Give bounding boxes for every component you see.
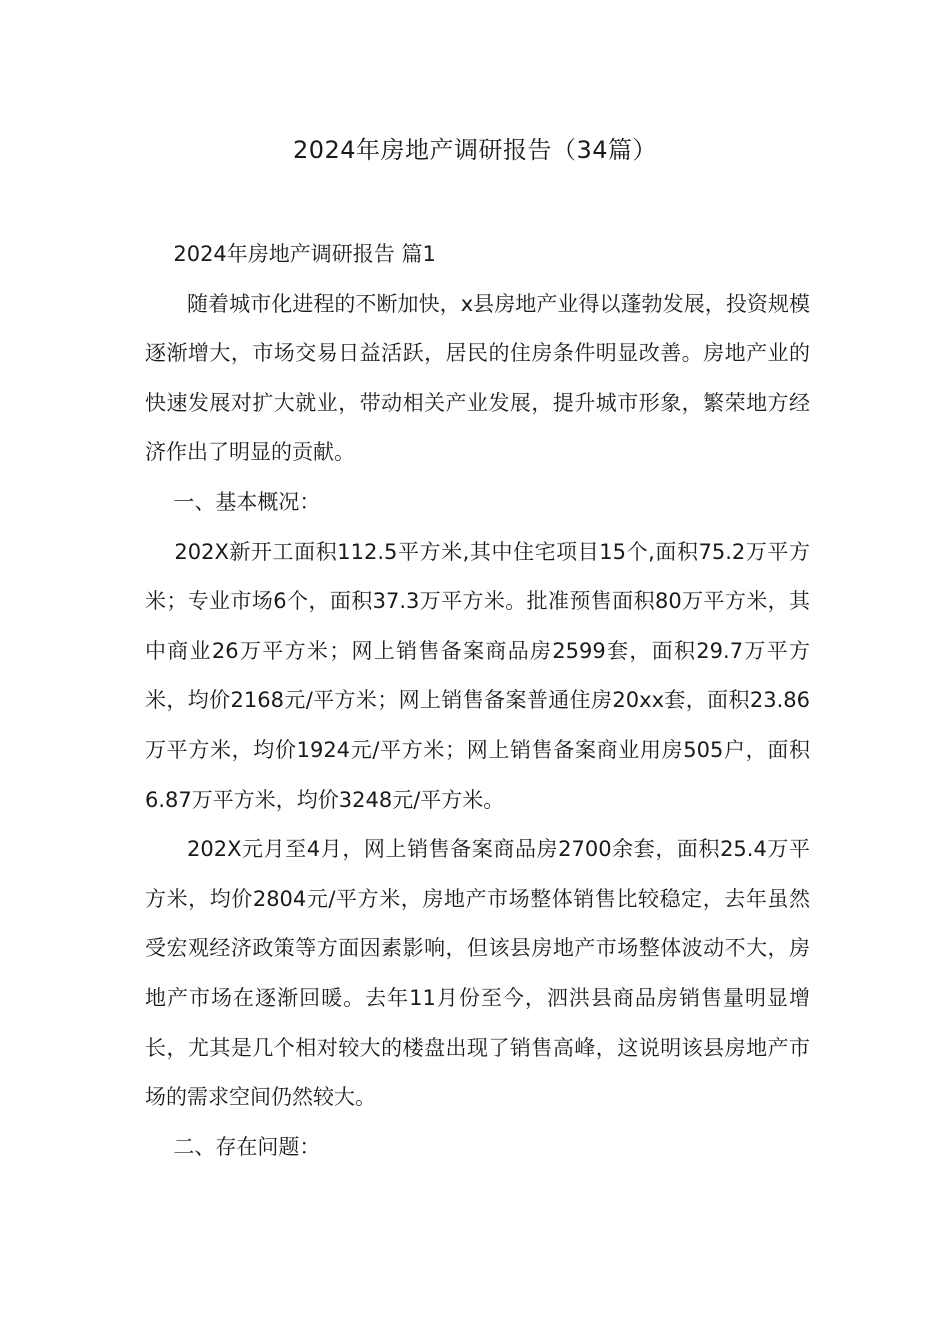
document-title: 2024年房地产调研报告（34篇） — [292, 136, 658, 164]
existing-problems-heading: 二、存在问题： — [173, 1134, 321, 1159]
document-body — [145, 230, 810, 1172]
market-paragraph: 202X元月至4月，网上销售备案商品房2700余套，面积25.4万平方米，均价2804元/平方米，房地产市场整体销售比较稳定，去年虽然受宏观经济政策等方面因素影响，但该县房地产市场整体波动不大，房地产市场在逐渐回暖。去年11月份至今，泗洪县商品房销售量明显增长，尤其是几个相对较大的楼盘出现了销售高峰，这说明该县房地产市场的需求空间仍然较大。 — [145, 837, 810, 1110]
basic-overview-heading: 一、基本概况： — [173, 489, 321, 514]
section-heading: 2024年房地产调研报告 篇1 — [173, 242, 436, 266]
intro-paragraph: 随着城市化进程的不断加快，x县房地产业得以蓬勃发展，投资规模逐渐增大，市场交易日益活跃，居民的住房条件明显改善。房地产业的快速发展对扩大就业，带动相关产业发展，提升城市形象，繁荣地方经济作出了明显的贡献。 — [145, 291, 810, 465]
overview-paragraph: 202X新开工面积112.5平方米,其中住宅项目15个,面积75.2万平方米；专业市场6个，面积37.3万平方米。批准预售面积80万平方米，其中商业26万平方米；网上销售备案商品房2599套，面积29.7万平方米，均价2168元/平方米；网上销售备案普通住房20xx套，面积23.86万平方米，均价1924元/平方米；网上销售备案商业用房505户，面积6.87万平方米，均价3248元/平方米。 — [145, 539, 810, 812]
